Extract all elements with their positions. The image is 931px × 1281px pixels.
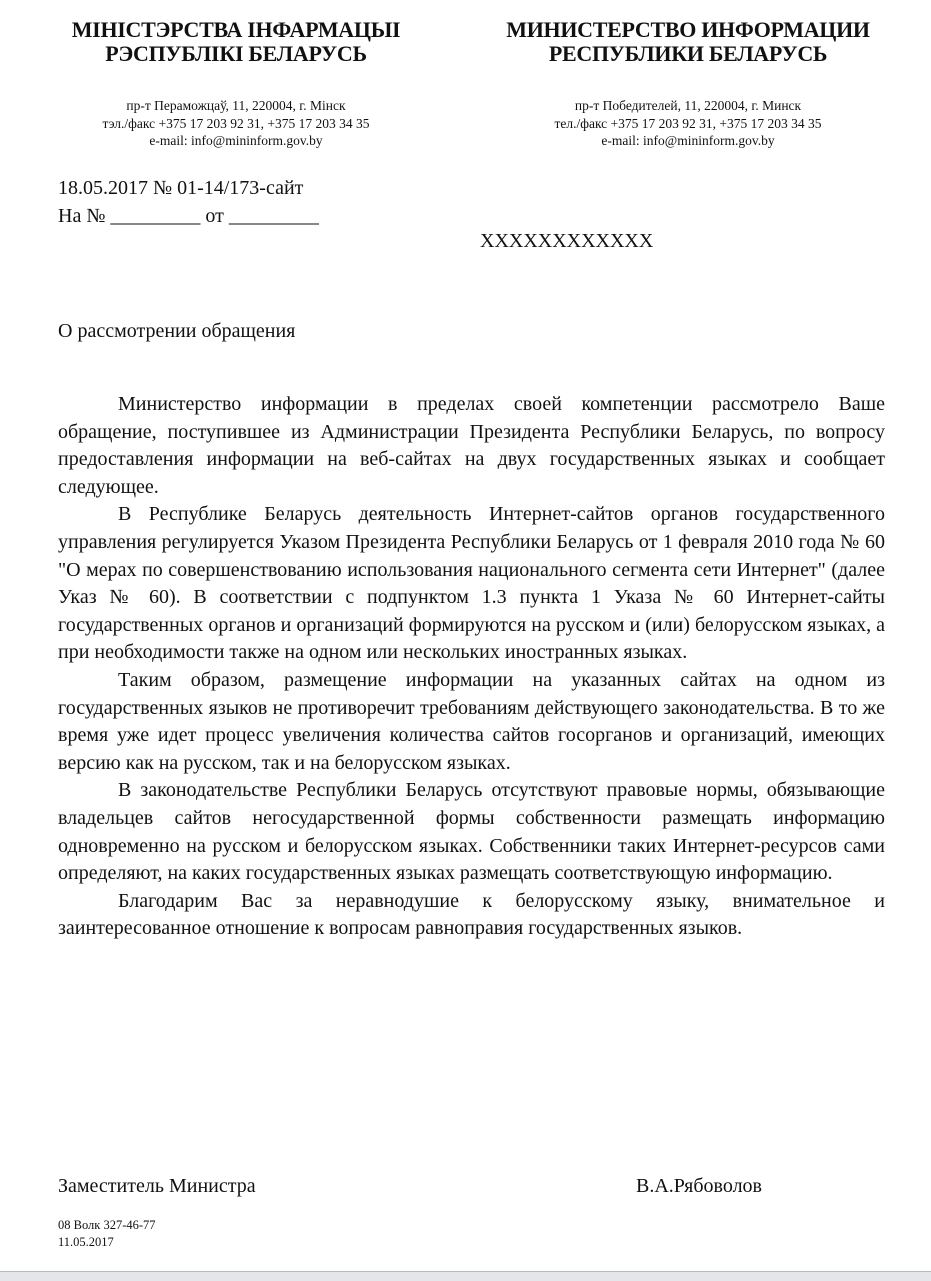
letterhead-belarusian bbox=[21, 18, 451, 150]
ministry-title-ru bbox=[473, 18, 903, 66]
phone: тэл./факс +375 17 203 92 31, +375 17 203 34 35 bbox=[102, 115, 370, 131]
phone: тел./факс +375 17 203 92 31, +375 17 203 34 35 bbox=[554, 115, 822, 131]
paragraph: В Республике Беларусь деятельность Интернет-сайтов органов государственного управления регулируется Указом Президента Республики Беларусь от 1 февраля 2010 года № 60 "О мерах по совершенствованию использования национального сегмента сети Интернет" (далее Указ № 60). В соответствии с подпунктом 1.3 пункта 1 Указа № 60 Интернет-сайты государственных органов и организаций формируются на русском и (или) белорусском языках, а при необходимости также на одном или нескольких иностранных языках. bbox=[58, 503, 885, 664]
contacts-ru bbox=[473, 97, 903, 150]
letter-body bbox=[58, 391, 885, 943]
paragraph: Таким образом, размещение информации на указанных сайтах на одном из государственных языков не противоречит требованиям действующего законодательства. В то же время уже идет процесс увеличения количества сайтов госорганов и организаций, имеющих версию как на русском, так и на белорусском языках. bbox=[58, 668, 885, 774]
recipient: ХХХХХХХХХХХХ bbox=[480, 230, 654, 252]
title-line: РЕСПУБЛИКИ БЕЛАРУСЬ bbox=[548, 41, 828, 66]
ministry-title-by bbox=[21, 18, 451, 66]
executor-date: 11.05.2017 bbox=[58, 1235, 114, 1249]
title-line: РЭСПУБЛІКІ БЕЛАРУСЬ bbox=[105, 41, 367, 66]
paragraph: Министерство информации в пределах своей компетенции рассмотрело Ваше обращение, поступившее из Администрации Президента Республики Беларусь, по вопросу предоставления информации на веб-сайтах на двух государственных языках и сообщает следующее. bbox=[58, 393, 885, 498]
signatory-name: В.А.Рябоволов bbox=[636, 1175, 762, 1197]
registration-block bbox=[58, 174, 319, 230]
paragraph: В законодательстве Республики Беларусь отсутствуют правовые нормы, обязывающие владельцев сайтов негосударственной формы собственности размещать информацию одновременно на русском и белорусском языках. Собственники таких Интернет-ресурсов сами определяют, на каких государственных языках размещать соответствующую информацию. bbox=[58, 779, 885, 885]
outgoing-number: 18.05.2017 № 01-14/173-сайт bbox=[58, 177, 304, 199]
signatory-position: Заместитель Министра bbox=[58, 1175, 256, 1197]
contacts-by bbox=[21, 97, 451, 150]
address: пр-т Победителей, 11, 220004, г. Минск bbox=[574, 98, 802, 113]
email: e-mail: info@mininform.gov.by bbox=[601, 133, 775, 148]
title-line: МІНІСТЭРСТВА ІНФАРМАЦЫІ bbox=[71, 17, 401, 42]
incoming-reference: На № _________ от _________ bbox=[58, 205, 319, 227]
address: пр-т Пераможцаў, 11, 220004, г. Мінск bbox=[126, 98, 346, 113]
executor-info: 08 Волк 327-46-77 bbox=[58, 1218, 156, 1232]
paragraph: Благодарим Вас за неравнодушие к белорусскому языку, внимательное и заинтересованное отношение к вопросам равноправия государственных языков. bbox=[58, 889, 885, 940]
letterhead-russian bbox=[473, 18, 903, 150]
title-line: МИНИСТЕРСТВО ИНФОРМАЦИИ bbox=[506, 17, 870, 42]
subject: О рассмотрении обращения bbox=[58, 320, 296, 342]
email: e-mail: info@mininform.gov.by bbox=[149, 133, 323, 148]
executor-footer bbox=[58, 1217, 156, 1251]
